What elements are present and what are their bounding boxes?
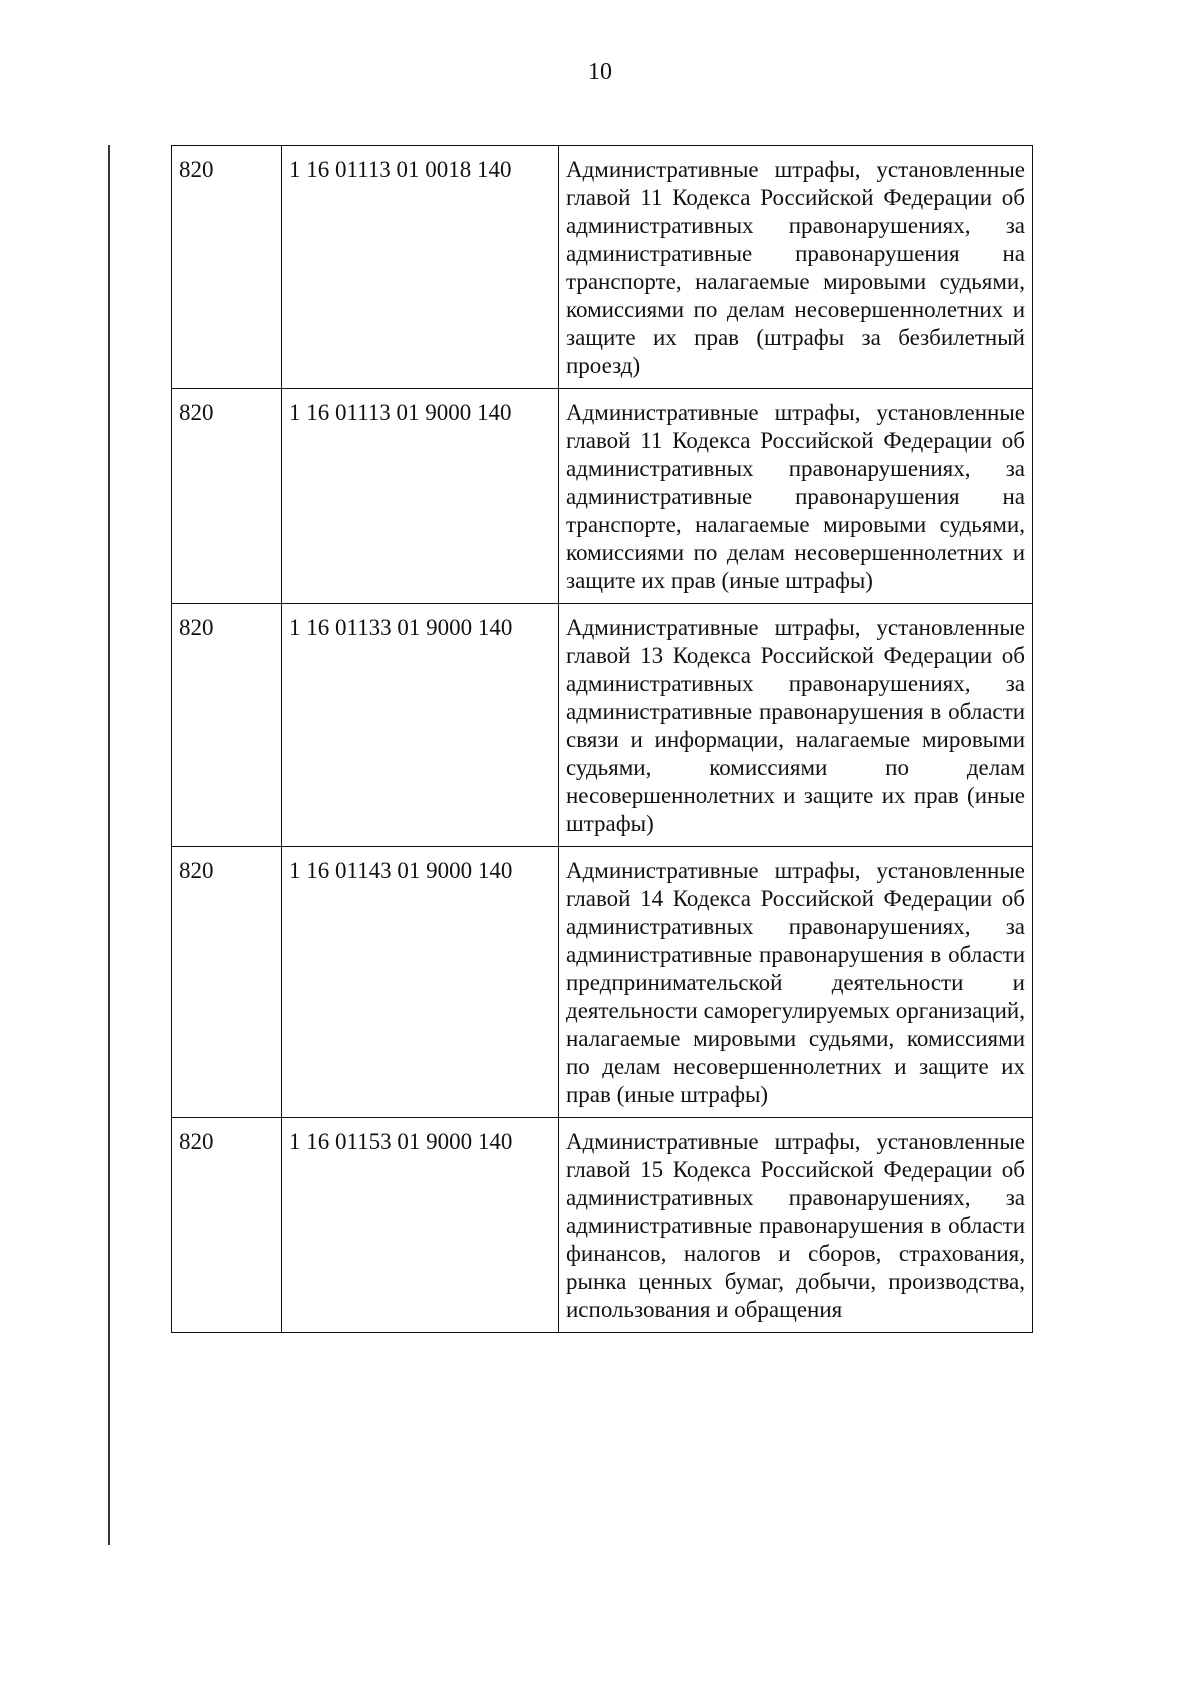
description-cell: Административные штрафы, установленные главой 11 Кодекса Российской Федерации об административных правонарушениях, за административные правонарушения на транспорте, налагаемые мировыми судьями, комиссиями по делам несовершеннолетних и защите их прав (штрафы за безбилетный проезд) <box>559 146 1033 389</box>
kbk-code-cell: 1 16 01113 01 0018 140 <box>282 146 559 389</box>
revenue-classification-table <box>171 145 1033 1333</box>
admin-code-cell: 820 <box>172 847 282 1118</box>
table-row <box>172 604 1033 847</box>
description-cell: Административные штрафы, установленные главой 14 Кодекса Российской Федерации об административных правонарушениях, за административные правонарушения в области предпринимательской деятельности и деятельности саморегулируемых организаций, налагаемые мировыми судьями, комиссиями по делам несовершеннолетних и защите их прав (иные штрафы) <box>559 847 1033 1118</box>
table-row <box>172 389 1033 604</box>
table-row <box>172 146 1033 389</box>
admin-code-cell: 820 <box>172 604 282 847</box>
description-cell: Административные штрафы, установленные главой 15 Кодекса Российской Федерации об административных правонарушениях, за административные правонарушения в области финансов, налогов и сборов, страхования, рынка ценных бумаг, добычи, производства, использования и обращения <box>559 1118 1033 1333</box>
kbk-code-cell: 1 16 01113 01 9000 140 <box>282 389 559 604</box>
admin-code-cell: 820 <box>172 389 282 604</box>
kbk-code-cell: 1 16 01143 01 9000 140 <box>282 847 559 1118</box>
left-margin-rule <box>108 145 110 1545</box>
admin-code-cell: 820 <box>172 1118 282 1333</box>
description-cell: Административные штрафы, установленные главой 11 Кодекса Российской Федерации об административных правонарушениях, за административные правонарушения на транспорте, налагаемые мировыми судьями, комиссиями по делам несовершеннолетних и защите их прав (иные штрафы) <box>559 389 1033 604</box>
admin-code-cell: 820 <box>172 146 282 389</box>
table-row <box>172 1118 1033 1333</box>
kbk-code-cell: 1 16 01153 01 9000 140 <box>282 1118 559 1333</box>
page-number: 10 <box>588 59 612 85</box>
table-row <box>172 847 1033 1118</box>
kbk-code-cell: 1 16 01133 01 9000 140 <box>282 604 559 847</box>
description-cell: Административные штрафы, установленные главой 13 Кодекса Российской Федерации об административных правонарушениях, за административные правонарушения в области связи и информации, налагаемые мировыми судьями, комиссиями по делам несовершеннолетних и защите их прав (иные штрафы) <box>559 604 1033 847</box>
